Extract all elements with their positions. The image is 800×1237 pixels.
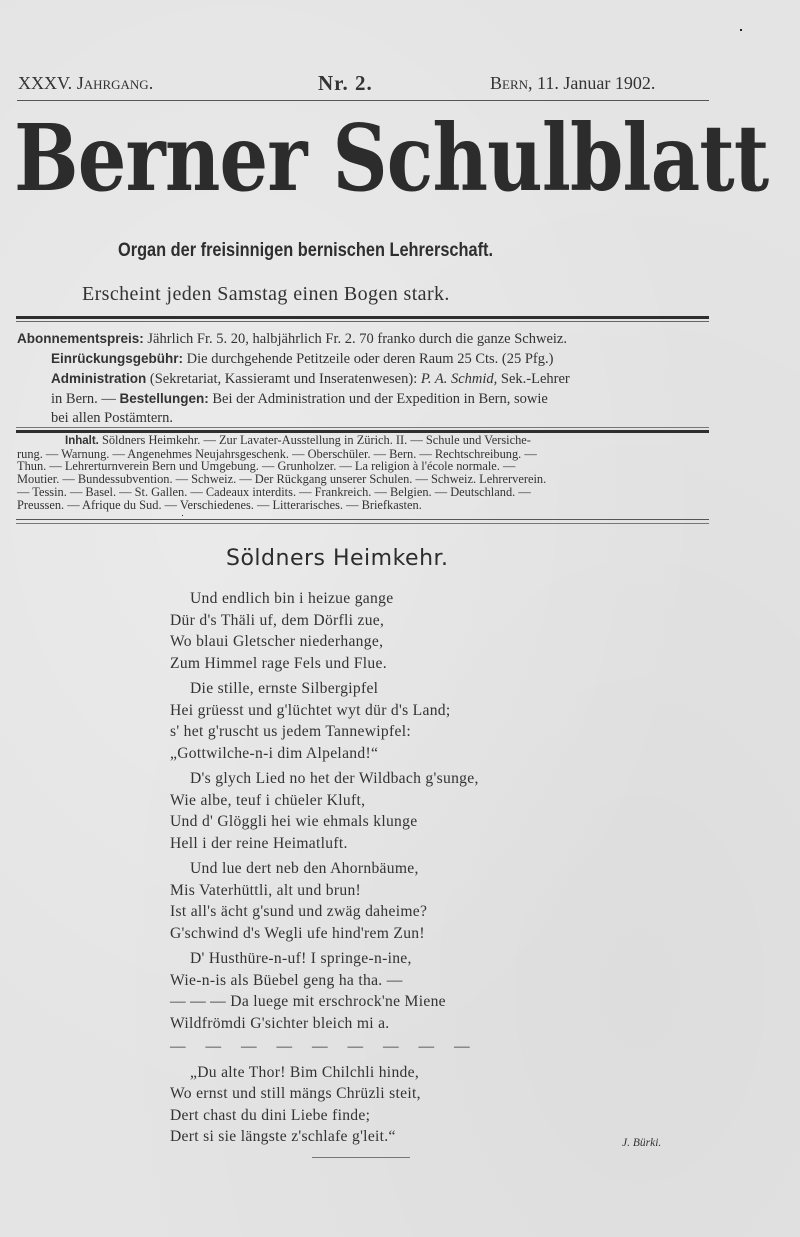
poem-stanza <box>170 678 479 764</box>
admin-name: P. A. Schmid, <box>420 371 498 387</box>
orders-text: Bei der Administration und der Expedition in Bern, sowie <box>208 391 548 407</box>
poem-verse: — — — Da luege mit erschrock'ne Miene <box>170 993 446 1010</box>
poem-body <box>170 588 479 1152</box>
poem-verse: Zum Himmel rage Fels und Flue. <box>170 654 387 672</box>
poem-verse: Wie albe, teuf i chüeler Kluft, <box>170 791 366 809</box>
poem-stanza <box>170 768 479 854</box>
poem-verse: Und endlich bin i heizue gange <box>190 590 394 607</box>
poem-separator: — — — — — — — — — <box>170 1038 478 1055</box>
end-rule <box>312 1157 410 1158</box>
contents-line: Moutier. — Bundessubvention. — Schweiz. — Der Rückgang unserer Schulen. — Schweiz. Lehrerverein. <box>17 472 547 487</box>
poem-title: Söldners Heimkehr. <box>226 546 449 571</box>
contents-text: Söldners Heimkehr. — Zur Lavater-Ausstellung in Zürich. II. — Schule und Versiche- <box>98 433 531 447</box>
orders-line <box>17 389 712 409</box>
place: Bern <box>490 73 529 93</box>
insertion-line <box>17 349 712 369</box>
poem-verse: D's glych Lied no het der Wildbach g'sunge, <box>190 770 479 787</box>
poem-verse: Mis Vaterhüttli, alt und brun! <box>170 881 362 899</box>
poem-verse: G'schwind d's Wegli ufe hind'rem Zun! <box>170 924 425 942</box>
contents-line: Preussen. — Afrique du Sud. — Verschiedenes. — Litterarisches. — Briefkasten. <box>17 497 422 512</box>
postoffice-line: bei allen Postämtern. <box>51 410 174 426</box>
insertion-label: Einrückungsgebühr: <box>51 351 184 366</box>
volume-word: Jahrgang. <box>76 73 154 93</box>
poem-verse: Wo ernst und still mängs Chrüzli steit, <box>170 1085 421 1102</box>
poem-verse: Dert si sie längste z'schlafe g'leit.“ <box>170 1128 396 1145</box>
table-of-contents <box>17 434 707 511</box>
poem-author: J. Bürki. <box>622 1137 662 1149</box>
issue-number: Nr. 2. <box>318 71 373 95</box>
orders-label: Bestellungen: <box>119 391 209 406</box>
poem-verse: s' het g'ruscht us jedem Tannewipfel: <box>170 723 411 740</box>
poem-verse: Wie-n-is als Büebel geng ha tha. — <box>170 971 403 989</box>
subscription-label: Abonnementspreis: <box>17 331 144 346</box>
info-top-rule-thick <box>16 316 709 319</box>
contents-top-rule-thin <box>16 427 709 428</box>
poem-verse: Und lue dert neb den Ahornbäume, <box>190 860 419 877</box>
subscription-line <box>17 329 712 349</box>
insertion-text: Die durchgehende Petitzeile oder deren Raum 25 Cts. (25 Pfg.) <box>183 351 554 367</box>
poem-verse: „Du alte Thor! Bim Chilchli hinde, <box>190 1063 420 1081</box>
poem-verse: Und d' Glöggli hei wie ehmals klunge <box>170 813 418 830</box>
admin-line <box>17 369 712 389</box>
poem-stanza <box>170 1062 479 1148</box>
admin-label: Administration <box>51 371 147 386</box>
poem-verse: Hell i der reine Heimatluft. <box>170 834 348 852</box>
volume-label <box>18 73 153 94</box>
poem-verse: D' Husthüre-n-uf! I springe-n-ine, <box>190 950 412 967</box>
contents-bottom-rule-2 <box>16 523 709 524</box>
volume-number: XXXV. <box>18 73 73 93</box>
contents-line: Thun. — Lehrerturnverein Bern und Umgebung. — Grunholzer. — La religion à l'école normale. — <box>17 459 516 474</box>
header-rule <box>17 100 709 101</box>
poem-verse: Die stille, ernste Silbergipfel <box>190 680 379 697</box>
orders-prefix: in Bern. — <box>51 391 120 407</box>
contents-line: rung. — Warnung. — Angenehmes Neujahrsgeschenk. — Oberschüler. — Bern. — Rechtschreibung. — <box>17 446 537 461</box>
masthead-title: Berner Schulblatt <box>14 104 769 212</box>
poem-stanza <box>170 858 479 944</box>
poem-verse: „Gottwilche-n-i dim Alpeland!“ <box>170 744 379 762</box>
poem-stanza <box>170 948 479 1058</box>
masthead-subtitle: Organ der freisinnigen bernischen Lehrerschaft. <box>118 240 494 261</box>
admin-text-2: Sek.-Lehrer <box>497 371 570 387</box>
contents-line: — Tessin. — Basel. — St. Gallen. — Cadeaux interdits. — Frankreich. — Belgien. — Deutschland. — <box>17 484 531 499</box>
poem-verse: Wo blaui Gletscher niederhange, <box>170 633 384 650</box>
scan-speck <box>182 515 183 516</box>
scan-speck <box>740 29 742 31</box>
poem-verse: Dür d's Thäli uf, dem Dörfli zue, <box>170 611 385 629</box>
subscription-info <box>17 329 712 428</box>
poem-stanza <box>170 588 479 674</box>
contents-bottom-rule-1 <box>16 519 709 520</box>
masthead-tagline: Erscheint jeden Samstag einen Bogen stark. <box>82 283 450 305</box>
date: , 11. Januar 1902. <box>528 73 656 93</box>
info-top-rule-thin <box>16 321 709 322</box>
contents-line <box>17 434 707 448</box>
place-date <box>490 73 655 94</box>
poem-verse: Hei grüesst und g'lüchtet wyt dür d's Land; <box>170 701 451 719</box>
admin-text-1: (Sekretariat, Kassieramt und Inseratenwesen): <box>146 371 421 387</box>
poem-verse: Dert chast du dini Liebe finde; <box>170 1106 371 1124</box>
subscription-text: Jährlich Fr. 5. 20, halbjährlich Fr. 2. 70 franko durch die ganze Schweiz. <box>143 331 567 347</box>
poem-verse: Ist all's ächt g'sund und zwäg daheime? <box>170 903 428 920</box>
contents-label: Inhalt. <box>65 435 99 447</box>
poem-verse: Wildfrömdi G'sichter bleich mi a. <box>170 1014 390 1032</box>
